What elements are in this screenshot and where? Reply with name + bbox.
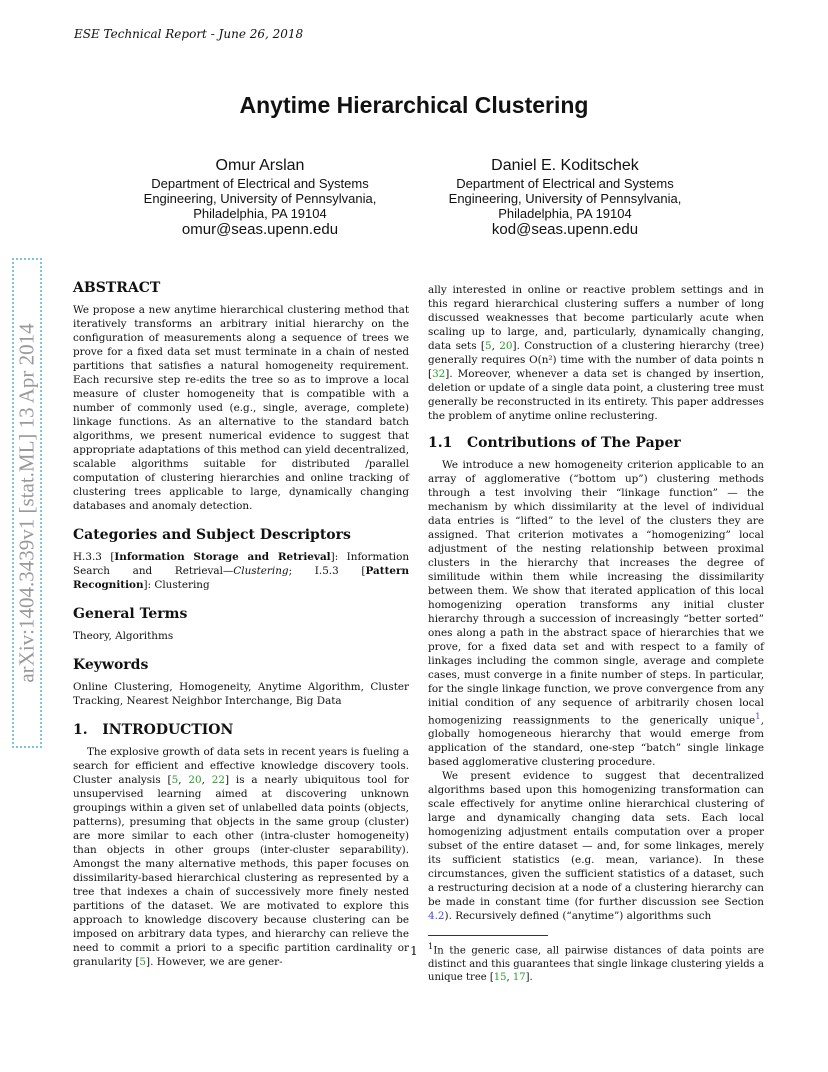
author-block-1 xyxy=(110,156,410,239)
author-affiliation: Engineering, University of Pennsylvania, xyxy=(448,191,682,206)
footnote: $^1$In the generic case, all pairwise distances of data points are distinct and this guarantees that single linkage clustering yields a unique tree [15, 17]. xyxy=(428,941,764,983)
author-address: Philadelphia, PA 19104 xyxy=(498,206,632,221)
arxiv-stamp-text: arXiv:1404.3439v1 [stat.ML] 13 Apr 2014 xyxy=(14,323,39,683)
section-heading-contributions: 1.1 Contributions of The Paper xyxy=(428,435,681,451)
author-email: kod@seas.upenn.edu xyxy=(491,221,639,238)
citation-link[interactable]: 5 xyxy=(484,340,492,352)
citation-link[interactable]: 22 xyxy=(211,774,225,786)
section-ref-link[interactable]: 4.2 xyxy=(428,910,445,923)
citation-link[interactable]: 15 xyxy=(493,971,507,983)
author-affiliation: Department of Electrical and Systems xyxy=(151,176,369,191)
general-terms-heading: General Terms xyxy=(73,606,188,622)
footnote-divider xyxy=(428,935,548,936)
arxiv-stamp-link[interactable] xyxy=(12,258,42,748)
categories-text: H.3.3 [Information Storage and Retrieval]: Information Search and Retrieval—Clustering; I.5.3 [Pattern Recognition]: Clustering xyxy=(73,551,410,591)
citation-link[interactable]: 5 xyxy=(139,956,147,968)
general-terms-text: Theory, Algorithms xyxy=(73,630,174,642)
introduction-heading: 1. INTRODUCTION xyxy=(73,722,234,738)
citation-link[interactable]: 32 xyxy=(432,368,446,380)
abstract-heading: ABSTRACT xyxy=(73,280,161,296)
contributions-paragraph-1: We introduce a new homogeneity criterion applicable to an array of agglomerative (“bottom up”) clustering methods through a test involving their “linkage function” — the mechanism by which dissimilarity at the level of individual data entries is “lifted” to the level of the clusters they are assigned. That criterion motivates a “homogenizing” local adjustment of the nesting relationship between proximal clusters in the hierarchy that increases the degree of similitude within them while increasing the dissimilarity between them. We show that iterated application of this local homogenizing operation transforms any initial cluster hierarchy through a succession of increasingly “better sorted” ones along a path in the abstract space of hierarchies that we prove, for a fixed data set and with respect to a family of linkages including the common single, average and complete cases, must converge in a finite number of steps. In particular, for the single linkage function, we prove convergence from any initial condition of any sequence of arbitrarily chosen local homogenizing reassignments to the generically unique$^1$, globally homogeneous hierarchy that would emerge from application of the standard, one-step “batch” single linkage based agglomerative clustering procedure. xyxy=(428,459,764,769)
paper-title: Anytime Hierarchical Clustering xyxy=(239,92,589,118)
author-name: Daniel E. Koditschek xyxy=(491,157,639,174)
introduction-text: The explosive growth of data sets in recent years is fueling a search for efficient and effective knowledge discovery tools. Cluster analysis [5, 20, 22] is a nearly ubiquitous tool for unsupervised learning aimed at discovering unknown groupings within a given set of unlabelled data points (objects, patterns), presuming that objects in the same group (cluster) are more similar to each other (intra-cluster homogeneity) than objects in other groups (inter-cluster separability). Amongst the many alternative methods, this paper focuses on dissimilarity-based hierarchical clustering as represented by a tree that indexes a chain of successively more finely nested partitions of the dataset. We are motivated to explore this approach to knowledge discovery because clustering can be imposed on arbitrary data types, and hierarchy can relieve the need to commit a priori to a specific partition cardinality or granularity [5]. However, we are gener- xyxy=(73,746,410,968)
categories-heading: Categories and Subject Descriptors xyxy=(73,527,351,543)
keywords-heading: Keywords xyxy=(73,657,149,673)
author-affiliation: Engineering, University of Pennsylvania, xyxy=(143,191,377,206)
citation-link[interactable]: 20 xyxy=(188,774,202,786)
abstract-text: We propose a new anytime hierarchical clustering method that iteratively transforms an arbitrary initial hierarchy on the configuration of measurements along a sequence of trees we prove for a fixed data set must terminate in a chain of nested partitions that satisfies a natural homogeneity requirement. Each recursive step re-edits the tree so as to improve a local measure of cluster homogeneity that is compatible with a number of commonly used (e.g., single, average, complete) linkage functions. As an alternative to the standard batch algorithms, we present numerical evidence to suggest that appropriate adaptations of this method can yield decentralized, scalable algorithms suitable for distributed /parallel computation of clustering hierarchies and online tracking of clustering trees applicable to large, dynamically changing databases and anomaly detection. xyxy=(73,304,409,512)
right-column xyxy=(428,283,764,984)
citation-link[interactable]: 5 xyxy=(171,774,179,786)
contributions-paragraph-2: We present evidence to suggest that decentralized algorithms based upon this homogenizing transformation can scale effectively for anytime online hierarchical clustering of large and dynamically changing data sets. Each local homogenizing adjustment entails computation over a proper subset of the entire dataset — and, for some linkages, merely its sufficient statistics (e.g. mean, variance). In these circumstances, given the sufficient statistics of a dataset, such a restructuring decision at a node of a clustering hierarchy can be made in constant time (for further discussion see Section 4.2). Recursively defined (“anytime”) algorithms such xyxy=(428,770,764,923)
running-head: ESE Technical Report - June 26, 2018 xyxy=(74,27,304,41)
left-column xyxy=(73,280,409,969)
intro-continuation: ally interested in online or reactive problem settings and in this regard hierarchical clustering suffers a number of long discussed weaknesses that become particularly acute when scaling up to large, and, particularly, dynamically changing, data sets [5, 20]. Construction of a clustering hierarchy (tree) generally requires O(n²) time with the number of data points n [32]. Moreover, whenever a data set is changed by insertion, deletion or update of a single data point, a clustering tree must generally be reconstructed in its entirety. This paper addresses the problem of anytime online reclustering. xyxy=(428,284,764,422)
citation-link[interactable]: 20 xyxy=(499,340,513,352)
author-name: Omur Arslan xyxy=(215,157,305,174)
keywords-text: Online Clustering, Homogeneity, Anytime Algorithm, Cluster Tracking, Nearest Neighbor Interchange, Big Data xyxy=(73,681,409,707)
author-affiliation: Department of Electrical and Systems xyxy=(456,176,674,191)
citation-link[interactable]: 17 xyxy=(512,971,526,983)
author-email: omur@seas.upenn.edu xyxy=(181,221,339,238)
author-block-2 xyxy=(415,156,715,239)
footnote-link[interactable]: 1 xyxy=(755,712,761,722)
author-address: Philadelphia, PA 19104 xyxy=(193,206,327,221)
page-number: 1 xyxy=(410,944,418,958)
